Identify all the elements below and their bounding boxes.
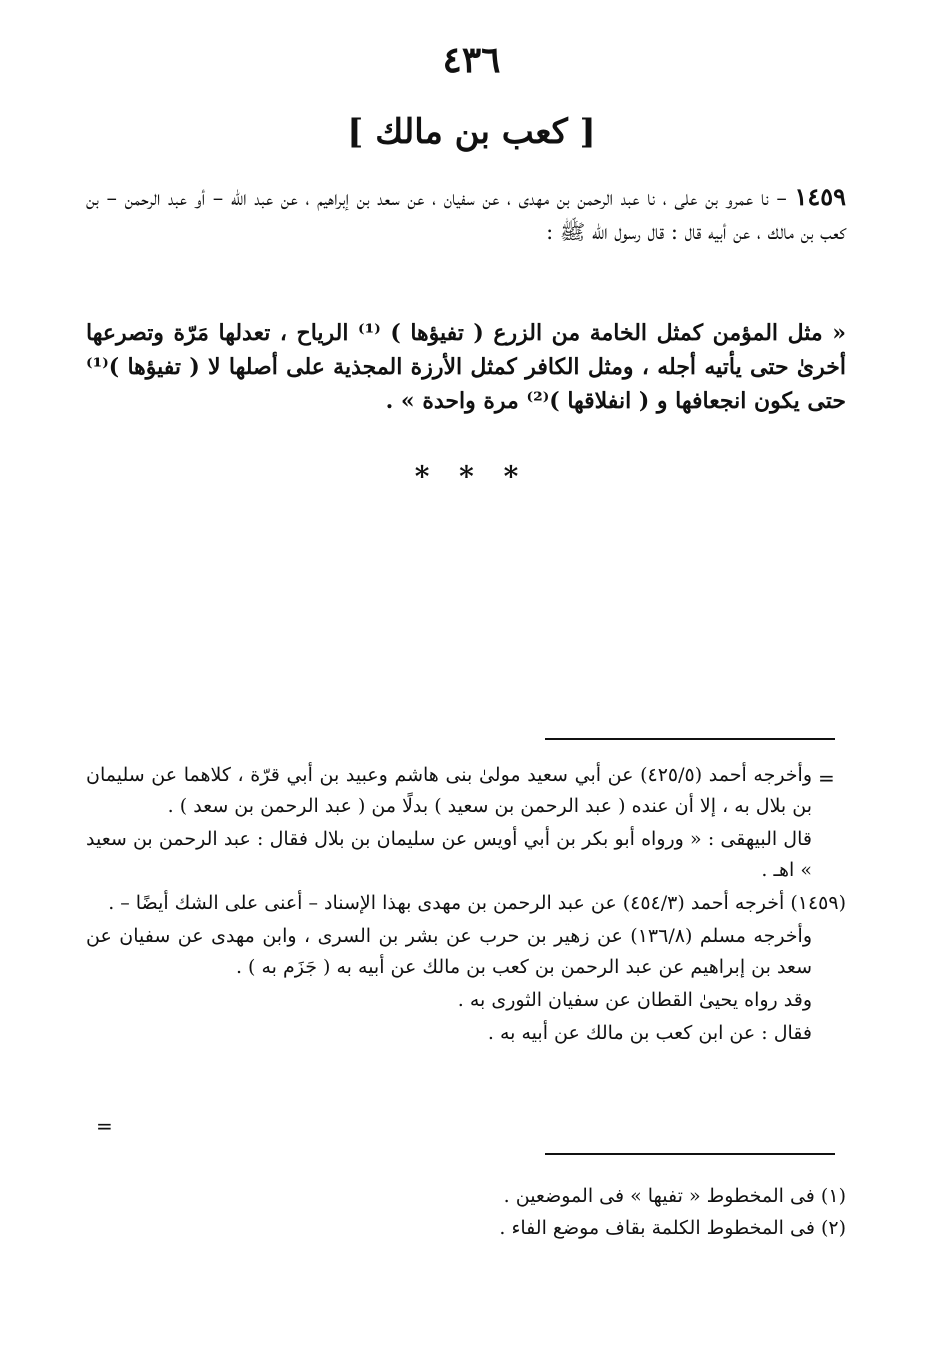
note-paragraph: (١٤٥٩) أخرجه أحمد (٤٥٤/٣) عن عبد الرحمن بن مهدى بهذا الإسناد – أعنى على الشك أيضًا – . — [108, 892, 846, 914]
footnotes-divider — [545, 1153, 835, 1155]
note-paragraph: فقال : عن ابن كعب بن مالك عن أبيه به . — [487, 1022, 812, 1044]
note-paragraph: وقد رواه يحيىٰ القطان عن سفيان الثورى به . — [457, 989, 812, 1011]
hadith-matn: « مثل المؤمن كمثل الخامة من الزرع ( تفيؤها ) ⁽¹⁾ الرياح ، تعدلها مَرّة وتصرعها أخرىٰ حتى يأتيه أجله ، ومثل الكافر كمثل الأرزة المجذية على أصلها لا ( تفيؤها )⁽¹⁾ حتى يكون انجعافها و ( انفلاقها )⁽²⁾ مرة واحدة » . — [86, 320, 846, 414]
notes-divider — [545, 738, 835, 740]
continuation-mark-start: = — [818, 766, 835, 790]
chapter-title: [ كعب بن مالك ] — [347, 112, 596, 152]
note-paragraph: وأخرجه مسلم (١٣٦/٨) عن زهير بن حرب عن بشر بن السرى ، وابن مهدى عن سفيان عن سعد بن إبراهيم عن عبد الرحمن بن كعب بن مالك عن أبيه به ( جَزَم به ) . — [86, 925, 813, 978]
note-paragraph: قال البيهقى : « ورواه أبو بكر بن أبي أويس عن سليمان بن بلال فقال : عبد الرحمن بن سعيد » اهـ . — [86, 828, 812, 881]
footnote-1: (١) فى المخطوط « تفيها » فى الموضعين . — [503, 1185, 846, 1207]
hadith-number: ١٤٥٩ — [794, 182, 846, 211]
section-separator: * * * — [414, 460, 529, 493]
annotation-notes — [86, 760, 846, 1051]
page-number: ٤٣٦ — [442, 39, 501, 81]
continuation-mark-end: = — [96, 1114, 113, 1138]
footnotes — [86, 1180, 846, 1244]
note-paragraph: وأخرجه أحمد (٤٢٥/٥) عن أبي سعيد مولىٰ بنى هاشم وعبيد بن أبي قرّة ، كلاهما عن سليمان بن بلال به ، إلا أن عنده ( عبد الرحمن بن سعيد ) بدلًا من ( عبد الرحمن بن سعد ) . — [86, 764, 813, 817]
footnote-2: (٢) فى المخطوط الكلمة بقاف موضع الفاء . — [499, 1217, 846, 1239]
hadith-isnad-text: – نا عمرو بن على ، نا عبد الرحمن بن مهدى ، عن سفيان ، عن سعد بن إبراهيم ، عن عبد الله – أو عبد الرحمن – بن كعب بن مالك ، عن أبيه قال : قال رسول الله ﷺ : — [86, 186, 846, 244]
hadith-isnad — [86, 180, 846, 249]
